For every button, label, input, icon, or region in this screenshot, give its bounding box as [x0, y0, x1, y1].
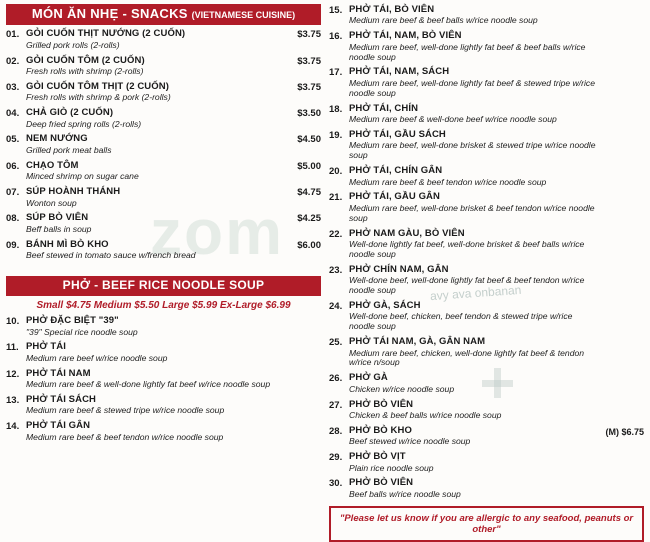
- item-description: Beef stewed w/rice noodle soup: [349, 436, 471, 447]
- item-name: GỎI CUỐN THỊT NƯỚNG (2 CUỐN): [26, 28, 186, 40]
- item-price: [287, 316, 321, 317]
- item-price: [598, 337, 644, 338]
- menu-item: [329, 130, 644, 161]
- item-name: PHỞ ĐẶC BIỆT "39": [26, 315, 119, 327]
- menu-item: [329, 166, 644, 187]
- item-price: [287, 369, 321, 370]
- pho-item-list-right: [329, 5, 644, 500]
- menu-item: [6, 342, 321, 363]
- menu-item: [6, 421, 321, 442]
- item-name: PHỞ TÁI, GẦU SÁCH: [349, 128, 446, 140]
- item-price: $3.50: [297, 108, 321, 120]
- pho-item-list-left: [6, 316, 321, 442]
- item-price: $4.50: [297, 134, 321, 146]
- item-description: Well-done beef, chicken, beef tendon & stewed tripe w/rice noodle soup: [349, 311, 573, 332]
- snacks-section-subtitle: (VIETNAMESE CUISINE): [191, 10, 296, 20]
- menu-item: [6, 161, 321, 182]
- item-description: Grilled pork rolls (2-rolls): [26, 39, 120, 50]
- menu-item: [329, 229, 644, 260]
- item-description: Deep fried spring rolls (2-rolls): [26, 118, 142, 129]
- menu-item: [329, 452, 644, 473]
- item-name: PHỞ TÁI NAM: [26, 367, 91, 379]
- item-description: Medium rare beef & well-done lightly fat beef w/rice noodle soup: [26, 379, 271, 390]
- item-description: Medium rare beef & beef tendon w/rice noodle soup: [349, 176, 547, 187]
- item-number: 06.: [6, 160, 20, 172]
- menu-item: [329, 104, 644, 125]
- item-name: PHỞ BÒ VỊT: [349, 451, 406, 463]
- item-price: [598, 373, 644, 374]
- item-number: 24.: [329, 300, 343, 312]
- item-price: [598, 452, 644, 453]
- item-description: Medium rare beef & stewed tripe w/rice noodle soup: [26, 405, 225, 416]
- watermark-subtext: avy ava onbanan: [429, 282, 522, 304]
- item-number: 30.: [329, 478, 343, 490]
- item-price: [287, 342, 321, 343]
- item-name: PHỞ NAM GÀU, BÒ VIÊN: [349, 227, 465, 239]
- pho-section-banner: [6, 276, 321, 296]
- menu-item: [6, 369, 321, 390]
- item-name: PHỞ TÁI, NAM, SÁCH: [349, 66, 450, 78]
- item-number: 27.: [329, 399, 343, 411]
- item-number: 09.: [6, 239, 20, 251]
- item-number: 15.: [329, 5, 343, 16]
- menu-item: [6, 316, 321, 337]
- item-number: 04.: [6, 108, 20, 120]
- item-number: 19.: [329, 129, 343, 141]
- pho-size-prices: Small $4.75 Medium $5.50 Large $5.99 Ex-Large $6.99: [36, 300, 291, 312]
- item-description: Well-done beef, well-done lightly fat beef & beef tendon w/rice noodle soup: [349, 275, 585, 296]
- item-name: CHẠO TÔM: [26, 159, 79, 171]
- item-name: GỎI CUỐN TÔM (2 CUỐN): [26, 54, 145, 66]
- item-number: 03.: [6, 81, 20, 93]
- item-number: 28.: [329, 425, 343, 437]
- item-name: SÚP BÒ VIÊN: [26, 212, 89, 224]
- menu-item: [329, 400, 644, 421]
- item-description: Fresh rolls with shrimp & pork (2-rolls): [26, 92, 171, 103]
- item-description: Chicken w/rice noodle soup: [349, 383, 455, 394]
- item-price: [598, 130, 644, 131]
- item-description: Beef balls w/rice noodle soup: [349, 488, 461, 499]
- item-price: [598, 31, 644, 32]
- item-name: PHỞ TÁI, GẦU GÂN: [349, 191, 440, 203]
- item-name: PHỞ TÁI, NAM, BÒ VIÊN: [349, 30, 462, 42]
- item-number: 01.: [6, 29, 20, 41]
- item-name: CHẢ GIÒ (2 CUỐN): [26, 107, 114, 119]
- menu-item: [6, 395, 321, 416]
- item-name: PHỞ TÁI SÁCH: [26, 394, 97, 406]
- item-description: Medium rare beef & well-done beef w/rice noodle soup: [349, 114, 557, 125]
- item-number: 05.: [6, 134, 20, 146]
- menu-item: [329, 478, 644, 499]
- item-name: PHỞ BÒ VIÊN: [349, 477, 414, 489]
- item-description: "39" Special rice noodle soup: [26, 326, 138, 337]
- menu-item: [6, 82, 321, 103]
- left-column: [6, 4, 321, 442]
- item-number: 10.: [6, 316, 20, 328]
- item-price: $6.00: [297, 239, 321, 251]
- item-price: $3.75: [297, 29, 321, 41]
- item-price: $4.25: [297, 213, 321, 225]
- item-name: PHỞ TÁI: [26, 341, 66, 353]
- item-price: $4.75: [297, 187, 321, 199]
- item-name: PHỞ TÁI, CHÍN: [349, 102, 419, 114]
- item-description: Chicken & beef balls w/rice noodle soup: [349, 409, 502, 420]
- item-price: [598, 265, 644, 266]
- item-number: 12.: [6, 368, 20, 380]
- snacks-item-list: [6, 29, 321, 261]
- menu-item: [329, 192, 644, 223]
- menu-item: [6, 108, 321, 129]
- item-name: PHỞ TÁI GÂN: [26, 420, 91, 432]
- item-description: Medium rare beef, well-done lightly fat beef & beef balls w/rice noodle soup: [349, 41, 586, 62]
- item-number: 23.: [329, 264, 343, 276]
- menu-item: [329, 301, 644, 332]
- item-description: Fresh rolls with shrimp (2-rolls): [26, 66, 144, 77]
- item-price: (M) $6.75: [605, 426, 644, 437]
- item-price: [598, 5, 644, 6]
- item-name: PHỞ TÁI, BÒ VIÊN: [349, 4, 435, 15]
- menu-item: [6, 29, 321, 50]
- item-description: Plain rice noodle soup: [349, 462, 434, 473]
- item-price: $3.75: [297, 55, 321, 67]
- item-number: 21.: [329, 192, 343, 204]
- item-price: [598, 229, 644, 230]
- item-price: [598, 104, 644, 105]
- item-description: Grilled pork meat balls: [26, 144, 112, 155]
- item-name: PHỞ BÒ VIÊN: [349, 398, 414, 410]
- item-price: [598, 301, 644, 302]
- item-description: Medium rare beef, well-done brisket & beef tendon w/rice noodle soup: [349, 202, 595, 223]
- menu-item: [329, 426, 644, 447]
- menu-item: [6, 56, 321, 77]
- item-name: BÁNH MÌ BÒ KHO: [26, 238, 109, 250]
- snacks-section-banner: [6, 4, 321, 25]
- item-description: Wonton soup: [26, 197, 77, 208]
- item-price: [598, 400, 644, 401]
- item-number: 26.: [329, 373, 343, 385]
- menu-item: [329, 337, 644, 368]
- right-column: [329, 4, 644, 535]
- item-name: PHỞ TÁI NAM, GÀ, GÂN NAM: [349, 336, 486, 348]
- item-number: 25.: [329, 337, 343, 349]
- item-description: Minced shrimp on sugar cane: [26, 171, 139, 182]
- menu-item: [329, 373, 644, 394]
- item-description: Beff balls in soup: [26, 223, 92, 234]
- item-number: 20.: [329, 166, 343, 178]
- item-price: [598, 67, 644, 68]
- menu-item: [6, 213, 321, 234]
- item-number: 14.: [6, 421, 20, 433]
- item-number: 22.: [329, 228, 343, 240]
- item-number: 02.: [6, 55, 20, 67]
- item-name: PHỞ TÁI, CHÍN GÂN: [349, 165, 443, 177]
- menu-item: [6, 134, 321, 155]
- item-number: 17.: [329, 67, 343, 79]
- watermark-text: zom: [150, 196, 284, 268]
- menu-item: [329, 31, 644, 62]
- item-description: Medium rare beef, well-done brisket & stewed tripe w/rice noodle soup: [349, 140, 596, 161]
- item-name: PHỞ GÀ, SÁCH: [349, 299, 421, 311]
- item-number: 11.: [6, 342, 19, 354]
- item-name: PHỞ CHÍN NAM, GÂN: [349, 263, 449, 275]
- menu-item: [329, 265, 644, 296]
- pho-section-title: PHỞ - BEEF RICE NOODLE SOUP: [62, 277, 265, 292]
- item-name: SÚP HOÀNH THÁNH: [26, 186, 121, 198]
- allergy-note: "Please let us know if you are allergic to any seafood, peanuts or other": [329, 506, 644, 542]
- item-description: Medium rare beef, well-done lightly fat beef & stewed tripe w/rice noodle soup: [349, 77, 595, 98]
- item-price: [287, 421, 321, 422]
- item-description: Beef stewed in tomato sauce w/french bread: [26, 250, 196, 261]
- item-description: Well-done lightly fat beef, well-done brisket & beef balls w/rice noodle soup: [349, 239, 585, 259]
- item-price: $5.00: [297, 160, 321, 172]
- item-price: $3.75: [297, 81, 321, 93]
- item-name: GỎI CUỐN TÔM THỊT (2 CUỐN): [26, 80, 169, 92]
- item-price: [287, 395, 321, 396]
- item-price: [598, 166, 644, 167]
- item-name: PHỞ GÀ: [349, 372, 388, 384]
- item-number: 13.: [6, 395, 20, 407]
- item-number: 18.: [329, 103, 343, 115]
- menu-item: [329, 5, 644, 26]
- menu-item: [6, 187, 321, 208]
- item-number: 08.: [6, 213, 20, 225]
- item-number: 07.: [6, 187, 20, 199]
- item-description: Medium rare beef w/rice noodle soup: [26, 352, 168, 363]
- item-price: [598, 192, 644, 193]
- item-description: Medium rare beef & beef balls w/rice noodle soup: [349, 15, 538, 26]
- item-number: 16.: [329, 31, 343, 43]
- snacks-section-title: MÓN ĂN NHẸ - SNACKS: [31, 6, 188, 21]
- item-description: Medium rare beef, chicken, well-done lightly fat beef & tendon w/rice n/soup: [349, 347, 585, 368]
- menu-item: [329, 67, 644, 98]
- item-name: PHỞ BÒ KHO: [349, 424, 412, 436]
- menu-item: [6, 240, 321, 261]
- item-number: 29.: [329, 452, 343, 464]
- item-name: NEM NƯỚNG: [26, 133, 88, 145]
- item-price: [598, 478, 644, 479]
- item-description: Medium rare beef & beef tendon w/rice noodle soup: [26, 431, 224, 442]
